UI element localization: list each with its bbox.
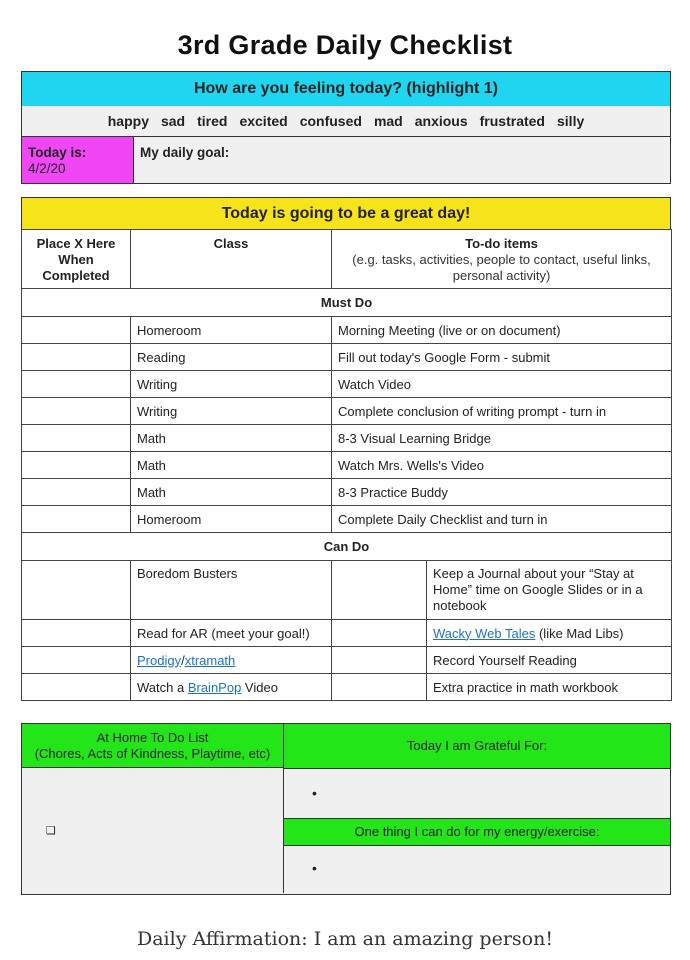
home-todo-header <box>22 724 284 768</box>
todo-cell: Fill out today's Google Form - submit <box>332 344 672 371</box>
home-todo-sub: (Chores, Acts of Kindness, Playtime, etc) <box>34 746 271 761</box>
header-todo <box>332 230 672 289</box>
can-do-item-text: (like Mad Libs) <box>535 625 624 641</box>
can-do-item: Keep a Journal about your “Stay at Home” time on Google Slides or in a notebook <box>427 561 672 620</box>
mood-excited[interactable]: excited <box>239 113 288 129</box>
class-cell: Math <box>131 452 332 479</box>
table-row <box>22 371 672 398</box>
mood-sad[interactable]: sad <box>160 113 186 129</box>
class-cell: Writing <box>131 398 332 425</box>
daily-goal-field[interactable] <box>133 137 671 184</box>
prodigy-link[interactable]: Prodigy <box>137 652 182 668</box>
todo-cell: Morning Meeting (live or on document) <box>332 317 672 344</box>
daily-affirmation: Daily Affirmation: I am an amazing person! <box>137 928 553 950</box>
checklist-table <box>21 229 672 701</box>
header-class: Class <box>131 230 332 289</box>
can-do-label: Can Do <box>22 533 672 561</box>
table-row <box>22 561 672 620</box>
bullet-icon: • <box>312 860 317 876</box>
todo-cell: 8-3 Visual Learning Bridge <box>332 425 672 452</box>
energy-header: One thing I can do for my energy/exercise: <box>284 818 670 846</box>
todo-cell: Complete conclusion of writing prompt - turn in <box>332 398 672 425</box>
header-place-x: Place X Here When Completed <box>22 230 131 289</box>
bullet-icon: • <box>312 785 317 801</box>
grateful-header: Today I am Grateful For: <box>284 724 670 769</box>
table-row <box>22 344 672 371</box>
class-cell: Writing <box>131 371 332 398</box>
table-row <box>22 674 672 701</box>
completion-cell[interactable] <box>22 452 131 479</box>
completion-cell[interactable] <box>22 647 131 674</box>
today-date-cell <box>21 137 134 184</box>
can-do-section <box>22 533 672 561</box>
can-do-item: Extra practice in math workbook <box>427 674 672 701</box>
home-todo-title: At Home To Do List <box>96 730 209 745</box>
mood-mad[interactable]: mad <box>373 113 403 129</box>
today-label: Today is: <box>28 145 87 160</box>
mood-silly[interactable]: silly <box>557 113 585 129</box>
mood-confused[interactable]: confused <box>299 113 362 129</box>
completion-cell[interactable] <box>332 647 427 674</box>
bottom-section <box>21 723 671 895</box>
class-cell: Homeroom <box>131 317 332 344</box>
mood-frustrated[interactable]: frustrated <box>479 113 545 129</box>
completion-cell[interactable] <box>332 620 427 647</box>
banner: Today is going to be a great day! <box>21 197 671 230</box>
completion-cell[interactable] <box>332 674 427 701</box>
todo-cell: Watch Mrs. Wells's Video <box>332 452 672 479</box>
can-do-item-text: Watch a <box>137 679 188 695</box>
mood-tired[interactable]: tired <box>197 113 228 129</box>
mood-anxious[interactable]: anxious <box>414 113 468 129</box>
table-row <box>22 647 672 674</box>
table-row <box>22 452 672 479</box>
link-separator: / <box>181 652 185 668</box>
completion-cell[interactable] <box>22 620 131 647</box>
can-do-item-text: Video <box>241 679 278 695</box>
completion-cell[interactable] <box>22 479 131 506</box>
class-cell: Homeroom <box>131 506 332 533</box>
can-do-item <box>131 647 332 674</box>
can-do-item: Read for AR (meet your goal!) <box>131 620 332 647</box>
page-title: 3rd Grade Daily Checklist <box>177 30 513 60</box>
feelings-options <box>21 106 671 137</box>
must-do-section <box>22 289 672 317</box>
grateful-field[interactable] <box>284 768 670 818</box>
today-date: 4/2/20 <box>28 161 66 176</box>
class-cell: Math <box>131 479 332 506</box>
must-do-label: Must Do <box>22 289 672 317</box>
table-row <box>22 317 672 344</box>
wacky-web-tales-link[interactable]: Wacky Web Tales <box>433 625 536 641</box>
can-do-item <box>427 620 672 647</box>
brainpop-link[interactable]: BrainPop <box>187 679 242 695</box>
daily-goal-label: My daily goal: <box>140 145 230 160</box>
completion-cell[interactable] <box>22 425 131 452</box>
table-row <box>22 479 672 506</box>
todo-cell: 8-3 Practice Buddy <box>332 479 672 506</box>
completion-cell[interactable] <box>332 561 427 620</box>
can-do-item <box>131 674 332 701</box>
completion-cell[interactable] <box>22 506 131 533</box>
todo-cell: Watch Video <box>332 371 672 398</box>
table-row <box>22 620 672 647</box>
home-todo-list[interactable] <box>22 768 284 893</box>
class-cell: Reading <box>131 344 332 371</box>
table-row <box>22 425 672 452</box>
xtramath-link[interactable]: xtramath <box>184 652 236 668</box>
header-todo-sub: (e.g. tasks, activities, people to contact, useful links, personal activity) <box>352 252 651 283</box>
completion-cell[interactable] <box>22 371 131 398</box>
mood-happy[interactable]: happy <box>107 113 149 129</box>
table-row <box>22 398 672 425</box>
completion-cell[interactable] <box>22 398 131 425</box>
completion-cell[interactable] <box>22 561 131 620</box>
completion-cell[interactable] <box>22 344 131 371</box>
feelings-prompt: How are you feeling today? (highlight 1) <box>21 71 671 107</box>
can-do-item: Boredom Busters <box>131 561 332 620</box>
energy-field[interactable] <box>284 846 670 893</box>
can-do-item: Record Yourself Reading <box>427 647 672 674</box>
class-cell: Math <box>131 425 332 452</box>
todo-cell: Complete Daily Checklist and turn in <box>332 506 672 533</box>
table-row <box>22 506 672 533</box>
header-todo-title: To-do items <box>465 236 538 251</box>
completion-cell[interactable] <box>22 674 131 701</box>
table-header-row <box>22 230 672 289</box>
checkbox-icon[interactable]: ❑ <box>46 825 56 837</box>
completion-cell[interactable] <box>22 317 131 344</box>
